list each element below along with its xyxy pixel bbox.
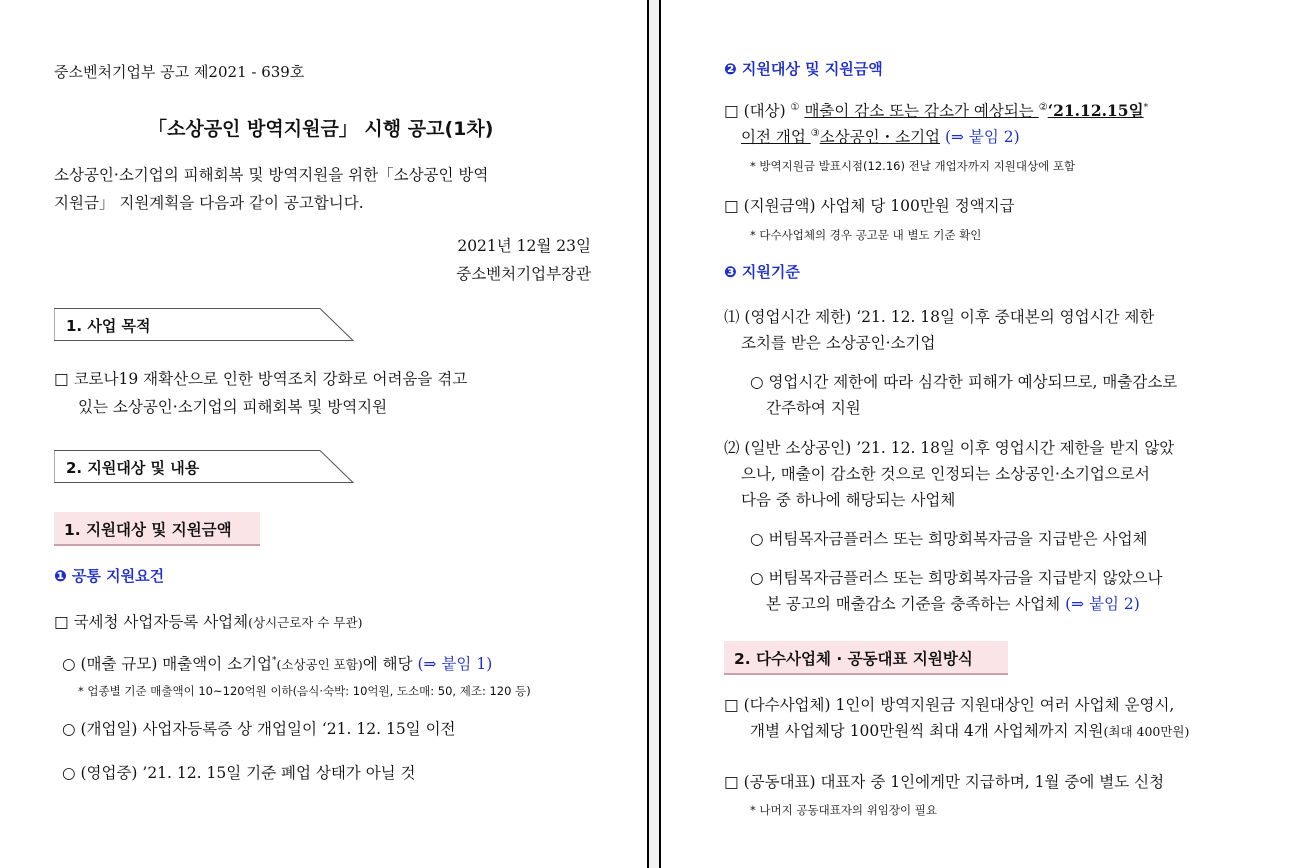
target-line <box>724 99 1148 121</box>
criteria-2-detail-line <box>766 592 1140 614</box>
target-date: ‘21.12.15일 <box>1047 101 1144 120</box>
target-open: 이전 개업 <box>741 128 811 146</box>
criteria-heading: ❸ 지원기준 <box>724 263 800 281</box>
sales-scale-line <box>62 652 492 674</box>
sales-scale-note: * 업종별 기준 매출액이 10~120억원 이하(음식·숙박: 10억원, 도소매: 50, 제조: 120 등) <box>78 684 531 698</box>
subsection-heading-multi: 2. 다수사업체 · 공동대표 지원방식 <box>724 641 1008 675</box>
criteria-2-detail: ○ 버팀목자금플러스 또는 희망회복자금을 지급받지 않았으나 <box>750 569 1163 587</box>
criteria-1-detail: ○ 영업시간 제한에 따라 심각한 피해가 예상되므로, 매출감소로 <box>750 373 1178 391</box>
criteria-2-line: ⑵ (일반 소상공인) ’21. 12. 18일 이후 영업시간 제한을 받지 않았 <box>724 439 1175 457</box>
circled-number: ② <box>1038 101 1048 113</box>
target-prefix: □ (대상) <box>724 102 791 120</box>
sales-scale-text: ○ (매출 규모) 매출액이 소기업 <box>62 655 273 673</box>
purpose-line: □ 코로나19 재확산으로 인한 방역조치 강화로 어려움을 겪고 <box>54 370 468 388</box>
business-registration-line <box>54 610 362 632</box>
target-amount-heading: ❷ 지원대상 및 지원금액 <box>724 60 883 78</box>
joint-rep-note: * 나머지 공동대표자의 위임장이 필요 <box>750 803 938 817</box>
appendix-link[interactable]: (⇒ 붙임 2) <box>1065 595 1140 613</box>
sales-scale-paren: (소상공인 포함) <box>276 657 363 672</box>
appendix-link[interactable]: (⇒ 붙임 1) <box>417 655 493 673</box>
section-heading-purpose <box>54 308 354 341</box>
joint-rep-line: □ (공동대표) 대표자 중 1인에게만 지급하며, 1월 중에 별도 신청 <box>724 773 1165 791</box>
circled-number: ③ <box>810 127 820 139</box>
multi-business-note: (최대 400만원) <box>1103 724 1190 739</box>
criteria-1-line: 조치를 받은 소상공인·소기업 <box>741 334 936 352</box>
criteria-2-detail-text: 본 공고의 매출감소 기준을 충족하는 사업체 <box>766 595 1066 613</box>
footnote-marker: * <box>1143 102 1149 113</box>
page-divider <box>647 0 661 868</box>
open-date-line: ○ (개업일) 사업자등록증 상 개업일이 ‘21. 12. 15일 이전 <box>62 720 456 738</box>
document-title: 「소상공인 방역지원금」 시행 공고(1차) <box>148 118 494 140</box>
purpose-line: 있는 소상공인·소기업의 피해회복 및 방역지원 <box>78 398 388 416</box>
multi-business-line: □ (다수사업체) 1인이 방역지원금 지원대상인 여러 사업체 운영시, <box>724 696 1175 714</box>
criteria-1-detail: 간주하여 지원 <box>766 399 861 417</box>
business-registration-note: (상시근로자 수 무관) <box>248 615 363 630</box>
subsection-heading-target: 1. 지원대상 및 지원금액 <box>54 512 260 546</box>
target-condition: 매출이 감소 또는 감소가 예상되는 <box>804 102 1039 120</box>
target-note: * 방역지원금 발표시점(12.16) 전날 개업자까지 지원대상에 포함 <box>750 159 1076 173</box>
notice-date: 2021년 12월 23일 <box>457 237 591 255</box>
target-business: 소상공인・소기업 <box>819 128 941 146</box>
intro-paragraph <box>54 161 594 217</box>
section-heading-label: 1. 사업 목적 <box>66 317 151 335</box>
issuer: 중소벤처기업부장관 <box>456 265 591 283</box>
section-heading-label: 2. 지원대상 및 내용 <box>66 459 200 477</box>
common-requirements-heading: ❶ 공통 지원요건 <box>54 567 165 585</box>
operating-line: ○ (영업중) ’21. 12. 15일 기준 폐업 상태가 아닐 것 <box>62 764 416 782</box>
criteria-2-detail: ○ 버팀목자금플러스 또는 희망회복자금을 지급받은 사업체 <box>750 530 1148 548</box>
criteria-2-line: 으나, 매출이 감소한 것으로 인정되는 소상공인·소기업으로서 <box>741 465 1150 483</box>
criteria-1-line: ⑴ (영업시간 제한) ‘21. 12. 18일 이후 중대본의 영업시간 제한 <box>724 308 1155 326</box>
business-registration-text: □ 국세청 사업자등록 사업체 <box>54 613 249 631</box>
criteria-2-line: 다음 중 하나에 해당되는 사업체 <box>741 491 956 509</box>
amount-line: □ (지원금액) 사업체 당 100만원 정액지급 <box>724 197 1015 215</box>
section-heading-support <box>54 450 354 483</box>
multi-business-text: 개별 사업체당 100만원씩 최대 4개 사업체까지 지원 <box>750 722 1104 740</box>
amount-note: * 다수사업체의 경우 공고문 내 별도 기준 확인 <box>750 228 982 242</box>
circled-number: ① <box>790 101 800 113</box>
intro-line: 소상공인·소기업의 피해회복 및 방역지원을 위한「소상공인 방역 <box>54 166 489 184</box>
sales-scale-suffix: 에 해당 <box>362 655 418 673</box>
footnote-marker: * <box>272 655 277 666</box>
notice-number: 중소벤처기업부 공고 제2021 - 639호 <box>54 63 305 81</box>
multi-business-line-2 <box>750 719 1189 741</box>
intro-line: 지원금」 지원계획을 다음과 같이 공고합니다. <box>54 194 364 212</box>
appendix-link[interactable]: (⇒ 붙임 2) <box>940 128 1020 146</box>
target-line-2 <box>741 125 1020 147</box>
